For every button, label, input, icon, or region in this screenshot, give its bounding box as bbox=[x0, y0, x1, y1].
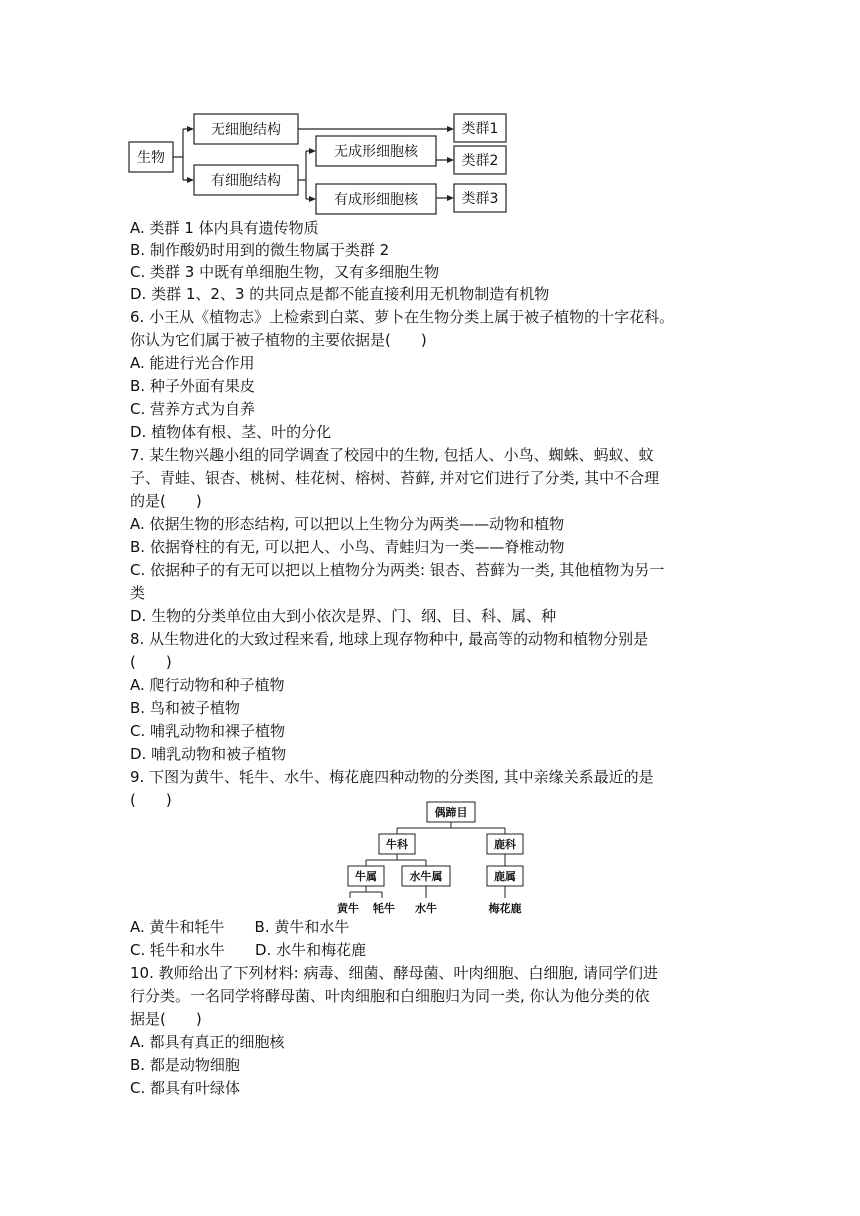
q9-stem-line1: 9. 下图为黄牛、牦牛、水牛、梅花鹿四种动物的分类图, 其中亲缘关系最近的是 bbox=[130, 768, 654, 786]
q8-option-a: A. 爬行动物和种子植物 bbox=[130, 676, 285, 694]
q6-option-c: C. 营养方式为自养 bbox=[130, 400, 256, 418]
yak-label: 牦牛 bbox=[373, 902, 395, 915]
buffalo-label: 水牛 bbox=[415, 902, 437, 915]
q7-stem-line3: 的是( ) bbox=[130, 492, 202, 510]
q6-stem-line2: 你认为它们属于被子植物的主要依据是( ) bbox=[130, 331, 427, 349]
group1-label: 类群1 bbox=[461, 121, 499, 137]
q5-option-d: D. 类群 1、2、3 的共同点是都不能直接利用无机物制造有机物 bbox=[130, 285, 550, 303]
q10-option-a: A. 都具有真正的细胞核 bbox=[130, 1033, 285, 1051]
q7-option-d: D. 生物的分类单位由大到小依次是界、门、纲、目、科、属、种 bbox=[130, 607, 557, 625]
q5-option-b: B. 制作酸奶时用到的微生物属于类群 2 bbox=[130, 241, 390, 259]
q10-stem-line2: 行分类。一名同学将酵母菌、叶肉细胞和白细胞归为同一类, 你认为他分类的依 bbox=[130, 987, 650, 1005]
taxonomy-tree-diagram bbox=[337, 796, 540, 918]
q10-stem-line1: 10. 教师给出了下列材料: 病毒、细菌、酵母菌、叶肉细胞、白细胞, 请同学们进 bbox=[130, 964, 658, 982]
q8-option-c: C. 哺乳动物和裸子植物 bbox=[130, 722, 286, 740]
group3-label: 类群3 bbox=[461, 191, 499, 207]
no-cell-label: 无细胞结构 bbox=[211, 122, 281, 138]
q8-stem-line2: ( ) bbox=[130, 653, 172, 671]
deer-label: 梅花鹿 bbox=[488, 902, 522, 915]
q7-stem-line1: 7. 某生物兴趣小组的同学调查了校园中的生物, 包括人、小鸟、蜘蛛、蚂蚁、蚊 bbox=[130, 446, 654, 464]
bos-label: 牛属 bbox=[355, 870, 377, 883]
q6-option-a: A. 能进行光合作用 bbox=[130, 354, 255, 372]
q6-option-b: B. 种子外面有果皮 bbox=[130, 377, 255, 395]
cattle-label: 黄牛 bbox=[337, 902, 359, 915]
has-nucleus-label: 有成形细胞核 bbox=[334, 192, 418, 208]
q7-stem-line2: 子、青蛙、银杏、桃树、桂花树、榕树、苔藓, 并对它们进行了分类, 其中不合理 bbox=[130, 469, 660, 487]
classification-flow-diagram bbox=[128, 108, 518, 216]
q8-option-d: D. 哺乳动物和被子植物 bbox=[130, 745, 287, 763]
q7-option-c-line1: C. 依据种子的有无可以把以上植物分为两类: 银杏、苔藓为一类, 其他植物为另一 bbox=[130, 561, 665, 579]
cervus-label: 鹿属 bbox=[494, 870, 516, 883]
group2-label: 类群2 bbox=[461, 153, 499, 169]
q7-option-c-line2: 类 bbox=[130, 584, 146, 602]
q6-option-d: D. 植物体有根、茎、叶的分化 bbox=[130, 423, 332, 441]
root-label: 生物 bbox=[137, 150, 165, 166]
q7-option-b: B. 依据脊柱的有无, 可以把人、小鸟、青蛙归为一类——脊椎动物 bbox=[130, 538, 565, 556]
q5-option-c: C. 类群 3 中既有单细胞生物，又有多细胞生物 bbox=[130, 263, 440, 281]
q6-stem-line1: 6. 小王从《植物志》上检索到白菜、萝卜在生物分类上属于被子植物的十字花科。 bbox=[130, 308, 675, 326]
q9-options-row2: C. 牦牛和水牛 D. 水牛和梅花鹿 bbox=[130, 941, 367, 959]
q10-stem-line3: 据是( ) bbox=[130, 1010, 202, 1028]
bovidae-label: 牛科 bbox=[386, 838, 408, 851]
bubalus-label: 水牛属 bbox=[409, 870, 443, 883]
q10-option-c: C. 都具有叶绿体 bbox=[130, 1079, 241, 1097]
order-label: 偶蹄目 bbox=[434, 806, 468, 819]
q8-option-b: B. 鸟和被子植物 bbox=[130, 699, 240, 717]
has-cell-label: 有细胞结构 bbox=[211, 173, 281, 189]
cervidae-label: 鹿科 bbox=[494, 838, 516, 851]
q9-stem-line2: ( ) bbox=[130, 791, 172, 809]
q5-option-a: A. 类群 1 体内具有遗传物质 bbox=[130, 219, 319, 237]
no-nucleus-label: 无成形细胞核 bbox=[334, 144, 418, 160]
q7-option-a: A. 依据生物的形态结构, 可以把以上生物分为两类——动物和植物 bbox=[130, 515, 565, 533]
q9-options-row1: A. 黄牛和牦牛 B. 黄牛和水牛 bbox=[130, 918, 350, 936]
q10-option-b: B. 都是动物细胞 bbox=[130, 1056, 240, 1074]
q8-stem-line1: 8. 从生物进化的大致过程来看, 地球上现存物种中, 最高等的动物和植物分别是 bbox=[130, 630, 649, 648]
